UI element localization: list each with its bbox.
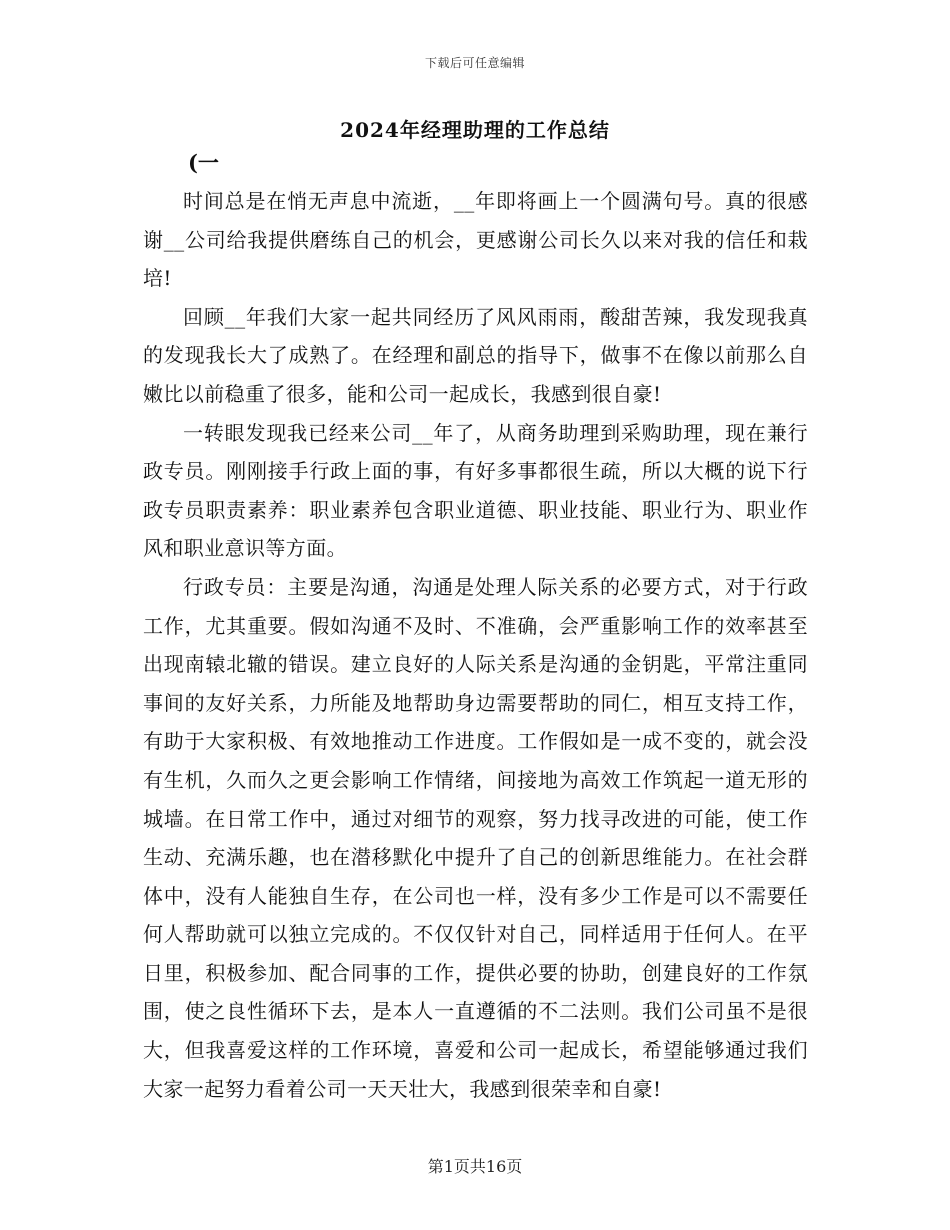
document-body: [143, 182, 808, 1108]
paragraph-4: 行政专员：主要是沟通，沟通是处理人际关系的必要方式，对于行政工作，尤其重要。假如沟通不及时、不准确，会严重影响工作的效率甚至出现南辕北辙的错误。建立良好的人际关系是沟通的金钥匙，平常注重同事间的友好关系，力所能及地帮助身边需要帮助的同仁，相互支持工作，有助于大家积极、有效地推动工作进度。工作假如是一成不变的，就会没有生机，久而久之更会影响工作情绪，间接地为高效工作筑起一道无形的城墙。在日常工作中，通过对细节的观察，努力找寻改进的可能，使工作生动、充满乐趣，也在潜移默化中提升了自己的创新思维能力。在社会群体中，没有人能独自生存，在公司也一样，没有多少工作是可以不需要任何人帮助就可以独立完成的。不仅仅针对自己，同样适用于任何人。在平日里，积极参加、配合同事的工作，提供必要的协助，创建良好的工作氛围，使之良性循环下去，是本人一直遵循的不二法则。我们公司虽不是很大，但我喜爱这样的工作环境，喜爱和公司一起成长，希望能够通过我们大家一起努力看着公司一天天壮大，我感到很荣幸和自豪!: [143, 574, 808, 1101]
document-title: 2024年经理助理的工作总结: [340, 118, 610, 142]
header-note: 下载后可任意编辑: [424, 56, 525, 70]
page-footer: 第1页共16页: [427, 1157, 523, 1176]
paragraph-2: 回顾__年我们大家一起共同经历了风风雨雨，酸甜苦辣，我发现我真的发现我长大了成熟了。在经理和副总的指导下，做事不在像以前那么自嫩比以前稳重了很多，能和公司一起成长，我感到很自豪!: [143, 304, 808, 406]
paragraph-1: 时间总是在悄无声息中流逝，__年即将画上一个圆满句号。真的很感谢__公司给我提供磨练自己的机会，更感谢公司长久以来对我的信任和栽培!: [143, 189, 808, 291]
section-marker: (一: [188, 150, 219, 175]
paragraph-3: 一转眼发现我已经来公司__年了，从商务助理到采购助理，现在兼行政专员。刚刚接手行政上面的事，有好多事都很生疏，所以大概的说下行政专员职责素养：职业素养包含职业道德、职业技能、职业行为、职业作风和职业意识等方面。: [143, 420, 808, 561]
